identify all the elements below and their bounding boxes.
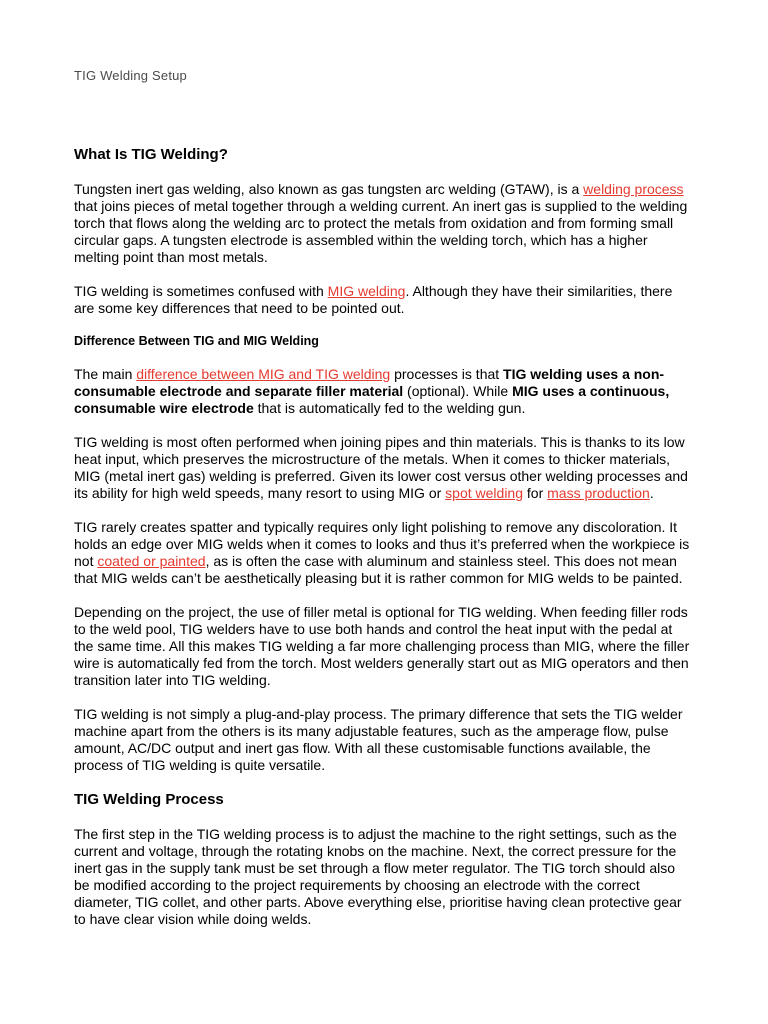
paragraph-intro (74, 181, 694, 266)
paragraph-plug-and-play: TIG welding is not simply a plug-and-play process. The primary difference that sets the TIG welder machine apart from the others is its many adjustable features, such as the amperage flow, pulse amount, AC/DC output and inert gas flow. With all these customisable functions available, the process of TIG welding is quite versatile. (74, 706, 683, 773)
paragraph-text: that is automatically fed to the welding gun. (253, 400, 526, 416)
paragraph-pipes (74, 434, 694, 502)
paragraph-process: The first step in the TIG welding process is to adjust the machine to the right settings, such as the current and voltage, through the rotating knobs on the machine. Next, the correct pressure for the inert gas in the supply tank must be set through a flow meter regulator. The TIG torch should also be modified according to the project requirements by choosing an electrode with the correct diameter, TIG collet, and other parts. Above everything else, prioritise having clean protective gear to have clear vision while doing welds. (74, 826, 682, 927)
link-mig-welding[interactable]: MIG welding (327, 283, 406, 299)
paragraph-text: TIG rarely creates spatter and typically requires only light polishing to remove any discoloration. It holds an edge over MIG welds when it comes to looks and thus it’s preferred when the workpiece is not (74, 519, 690, 569)
document-content (74, 146, 694, 945)
link-difference-mig-tig[interactable]: difference between MIG and TIG welding (136, 366, 391, 382)
paragraph-text: processes is that (390, 366, 504, 382)
paragraph-text: Tungsten inert gas welding, also known as gas tungsten arc welding (GTAW), is a (74, 181, 584, 197)
heading-difference: Difference Between TIG and MIG Welding (74, 334, 319, 348)
link-welding-process[interactable]: welding process (583, 181, 684, 197)
document-header: TIG Welding Setup (74, 68, 187, 83)
paragraph-mig-confusion (74, 283, 694, 317)
paragraph-spatter (74, 519, 694, 587)
link-mass-production[interactable]: mass production (547, 485, 650, 501)
paragraph-text: for (523, 485, 548, 501)
bold-text-tig: TIG welding uses a non-consumable electrode and separate filler material (74, 366, 665, 399)
paragraph-text: TIG welding is sometimes confused with (74, 283, 328, 299)
paragraph-main-difference (74, 366, 694, 417)
paragraph-text: . Although they have their similarities, there are some key differences that need to be pointed out. (74, 283, 673, 316)
paragraph-text: , as is often the case with aluminum and stainless steel. This does not mean that MIG welds can’t be aesthetically pleasing but it is rather common for MIG welds to be painted. (74, 553, 683, 586)
paragraph-text: (optional). While (403, 383, 513, 399)
heading-process: TIG Welding Process (74, 791, 224, 808)
paragraph-filler-metal: Depending on the project, the use of filler metal is optional for TIG welding. When feeding filler rods to the weld pool, TIG welders have to use both hands and control the heat input with the pedal at the same time. All this makes TIG welding a far more challenging process than MIG, where the filler wire is automatically fed from the torch. Most welders generally start out as MIG operators and then transition later into TIG welding. (74, 604, 690, 688)
paragraph-text: TIG welding is most often performed when joining pipes and thin materials. This is thanks to its low heat input, which preserves the microstructure of the metals. When it comes to thicker materials, MIG (metal inert gas) welding is preferred. Given its lower cost versus other welding processes and its ability for high weld speeds, many resort to using MIG or (74, 434, 688, 501)
link-spot-welding[interactable]: spot welding (445, 485, 523, 501)
paragraph-text: . (649, 485, 654, 501)
heading-what-is-tig: What Is TIG Welding? (74, 146, 228, 163)
paragraph-text: that joins pieces of metal together through a welding current. An inert gas is supplied to the welding torch that flows along the welding arc to protect the metals from oxidation and from forming small circular gaps. A tungsten electrode is assembled within the welding torch, which has a higher melting point than most metals. (74, 198, 688, 265)
paragraph-text: The main (74, 366, 137, 382)
bold-text-mig: MIG uses a continuous, consumable wire electrode (74, 383, 670, 416)
link-coated-or-painted[interactable]: coated or painted (97, 553, 206, 569)
